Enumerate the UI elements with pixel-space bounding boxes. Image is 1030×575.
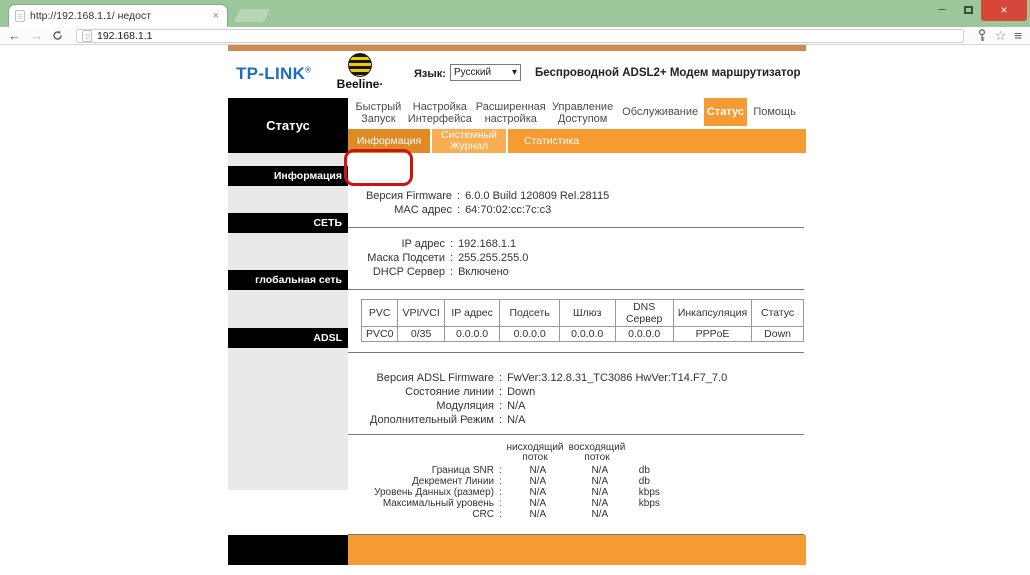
beeline-wordmark: Beeline· <box>336 77 384 91</box>
tab-access-management[interactable]: Управление Доступом <box>552 101 614 125</box>
device-info-section <box>348 153 804 227</box>
separator: : <box>450 252 454 264</box>
column-header: Статус <box>752 300 804 327</box>
upstream-column-header: восходящий поток <box>568 442 626 463</box>
field-value: 255.255.255.0 <box>458 252 529 264</box>
stats-row <box>348 465 804 476</box>
window-controls <box>929 0 1027 21</box>
column-header: VPI/VCI <box>398 300 444 327</box>
status-content <box>348 153 806 535</box>
downstream-value: N/A <box>529 498 547 509</box>
field-label: CRC <box>472 509 494 520</box>
info-row <box>348 386 804 398</box>
stats-row <box>348 476 804 487</box>
lan-info-section <box>348 228 804 289</box>
page-icon <box>15 10 25 22</box>
page-title: Статус <box>228 98 348 153</box>
column-header: PVC <box>362 300 398 327</box>
upstream-value: N/A <box>591 487 609 498</box>
stats-row <box>348 498 804 509</box>
separator: : <box>499 509 502 520</box>
column-header: IP адрес <box>444 300 500 327</box>
column-header: DNS Сервер <box>615 300 673 327</box>
field-value: N/A <box>507 414 526 426</box>
wan-table-section <box>348 290 804 352</box>
field-label: Декремент Линии <box>412 476 494 487</box>
sub-navigation <box>348 129 806 153</box>
field-label: Маска Подсети <box>367 252 445 264</box>
toolbar-right-icons <box>977 28 1022 44</box>
downstream-column-header: нисходящий поток <box>506 442 564 463</box>
table-cell: 0.0.0.0 <box>559 327 615 342</box>
url-text: 192.168.1.1 <box>97 29 153 42</box>
separator: : <box>499 476 502 487</box>
tab-advanced-setup[interactable]: Расширенная настройка <box>475 101 546 125</box>
subtab-information-active[interactable]: Информация <box>348 129 430 153</box>
router-footer <box>228 535 806 565</box>
url-bar[interactable] <box>76 29 964 43</box>
field-label: DHCP Сервер <box>372 266 445 278</box>
info-row <box>348 400 804 412</box>
table-cell: PPPoE <box>673 327 751 342</box>
table-cell: 0/35 <box>398 327 444 342</box>
subtab-statistics[interactable]: Статистика <box>524 134 580 147</box>
sidebar-item-lan: СЕТЬ <box>228 213 348 233</box>
adsl-stats-section <box>348 435 804 534</box>
separator: : <box>499 386 503 398</box>
info-row <box>348 372 804 384</box>
table-cell: PVC0 <box>362 327 398 342</box>
field-value: 6.0.0 Build 120809 Rel.28115 <box>465 190 610 202</box>
column-header: Шлюз <box>559 300 615 327</box>
field-label: Максимальный уровень <box>382 498 494 509</box>
restore-button[interactable] <box>955 0 981 20</box>
nav-tabs <box>348 98 806 129</box>
minimize-button[interactable]: – <box>938 1 946 16</box>
chevron-down-icon: ▾ <box>511 67 517 78</box>
info-row <box>348 266 804 278</box>
field-value: Down <box>507 386 536 398</box>
field-label: Версия ADSL Firmware <box>376 372 494 384</box>
wan-status-table <box>361 299 804 342</box>
unit-label: db <box>638 476 650 487</box>
unit-label: kbps <box>638 487 660 498</box>
upstream-value: N/A <box>591 498 609 509</box>
beeline-logo <box>324 53 396 91</box>
back-icon[interactable]: ← <box>8 27 21 43</box>
separator: : <box>450 266 454 278</box>
info-row <box>348 414 804 426</box>
downstream-value: N/A <box>529 476 547 487</box>
beeline-circle-icon <box>348 53 372 77</box>
separator: : <box>457 204 461 216</box>
downstream-value: N/A <box>529 509 547 520</box>
stats-row <box>348 509 804 520</box>
key-icon[interactable] <box>977 29 987 42</box>
browser-tab[interactable] <box>8 4 228 27</box>
status-page-body <box>228 153 806 535</box>
separator: : <box>499 372 503 384</box>
tab-interface-setup[interactable]: Настройка Интерфейса <box>407 101 472 125</box>
device-title: Беспроводной ADSL2+ Модем маршрутизатор <box>535 67 801 79</box>
tab-close-icon[interactable]: × <box>212 10 219 22</box>
field-value: FwVer:3.12.8.31_TC3086 HwVer:T14.F7_7.0 <box>507 372 728 384</box>
menu-icon[interactable]: ≡ <box>1014 28 1022 43</box>
tplink-logo: TP-LINK® <box>236 64 312 83</box>
info-row <box>348 190 804 202</box>
footer-orange-bar <box>348 535 806 565</box>
info-row <box>348 238 804 250</box>
unit-label <box>631 509 675 520</box>
field-label: Уровень Данных (размер) <box>374 487 494 498</box>
web-page <box>0 45 1030 574</box>
field-label: Версия Firmware <box>365 190 452 202</box>
new-tab-button[interactable] <box>234 9 270 22</box>
field-label: Дополнительный Режим <box>369 414 494 426</box>
table-cell: 0.0.0.0 <box>444 327 500 342</box>
footer-black-block <box>228 535 348 565</box>
main-navigation <box>228 98 806 153</box>
field-label: MAC адрес <box>394 204 452 216</box>
tab-help[interactable]: Помощь <box>753 106 796 118</box>
browser-toolbar <box>0 27 1030 45</box>
separator: : <box>499 487 502 498</box>
unit-label: kbps <box>638 498 660 509</box>
sidebar-item-information: Информация <box>228 166 348 186</box>
bookmark-star-icon[interactable]: ☆ <box>994 27 1007 43</box>
separator: : <box>457 190 461 202</box>
field-value: N/A <box>507 400 526 412</box>
field-label: Граница SNR <box>431 465 494 476</box>
spacer <box>348 443 504 463</box>
forward-icon[interactable]: → <box>30 27 43 43</box>
upstream-value: N/A <box>591 465 609 476</box>
tab-maintenance[interactable]: Обслуживание <box>622 106 699 118</box>
section-sidebar <box>228 153 348 490</box>
stats-header-row <box>348 443 804 463</box>
reload-icon[interactable] <box>52 30 63 41</box>
table-header-row <box>362 300 804 327</box>
language-selected-value: Русский <box>454 67 492 78</box>
section-divider <box>348 534 804 535</box>
tab-quick-start[interactable]: Быстрый Запуск <box>355 101 402 125</box>
column-header: Подсеть <box>500 300 560 327</box>
sidebar-item-adsl: ADSL <box>228 328 348 348</box>
language-label: Язык: <box>414 68 446 80</box>
table-cell: 0.0.0.0 <box>615 327 673 342</box>
tab-status-active[interactable]: Статус <box>704 98 748 126</box>
upstream-value: N/A <box>591 509 609 520</box>
table-cell: 0.0.0.0 <box>500 327 560 342</box>
field-value: Включено <box>458 266 509 278</box>
subtab-system-log[interactable]: Системный Журнал <box>432 129 506 153</box>
table-cell: Down <box>752 327 804 342</box>
separator: : <box>499 498 502 509</box>
separator: : <box>499 400 503 412</box>
info-row <box>348 204 804 216</box>
separator: : <box>499 465 502 476</box>
field-value: 192.168.1.1 <box>458 238 517 250</box>
language-select[interactable] <box>450 64 521 81</box>
downstream-value: N/A <box>529 487 547 498</box>
field-label: Модуляция <box>436 400 494 412</box>
close-button[interactable]: × <box>981 0 1027 21</box>
field-label: IP адрес <box>401 238 445 250</box>
unit-label: db <box>638 465 650 476</box>
info-row <box>348 252 804 264</box>
separator: : <box>499 414 503 426</box>
stats-row <box>348 487 804 498</box>
upstream-value: N/A <box>591 476 609 487</box>
browser-titlebar <box>0 0 1030 27</box>
column-header: Инкапсуляция <box>673 300 751 327</box>
page-icon <box>82 30 92 42</box>
table-row <box>362 327 804 342</box>
field-value: 64:70:02:cc:7c:c3 <box>465 204 552 216</box>
field-label: Состояние линии <box>405 386 494 398</box>
router-admin-ui <box>228 45 806 565</box>
highlight-annotation <box>344 149 413 186</box>
tab-title: http://192.168.1.1/ недост <box>30 10 152 22</box>
sidebar-item-wan: глобальная сеть <box>228 270 348 290</box>
router-header <box>228 51 806 98</box>
adsl-info-section <box>348 353 804 434</box>
downstream-value: N/A <box>529 465 547 476</box>
separator: : <box>450 238 454 250</box>
